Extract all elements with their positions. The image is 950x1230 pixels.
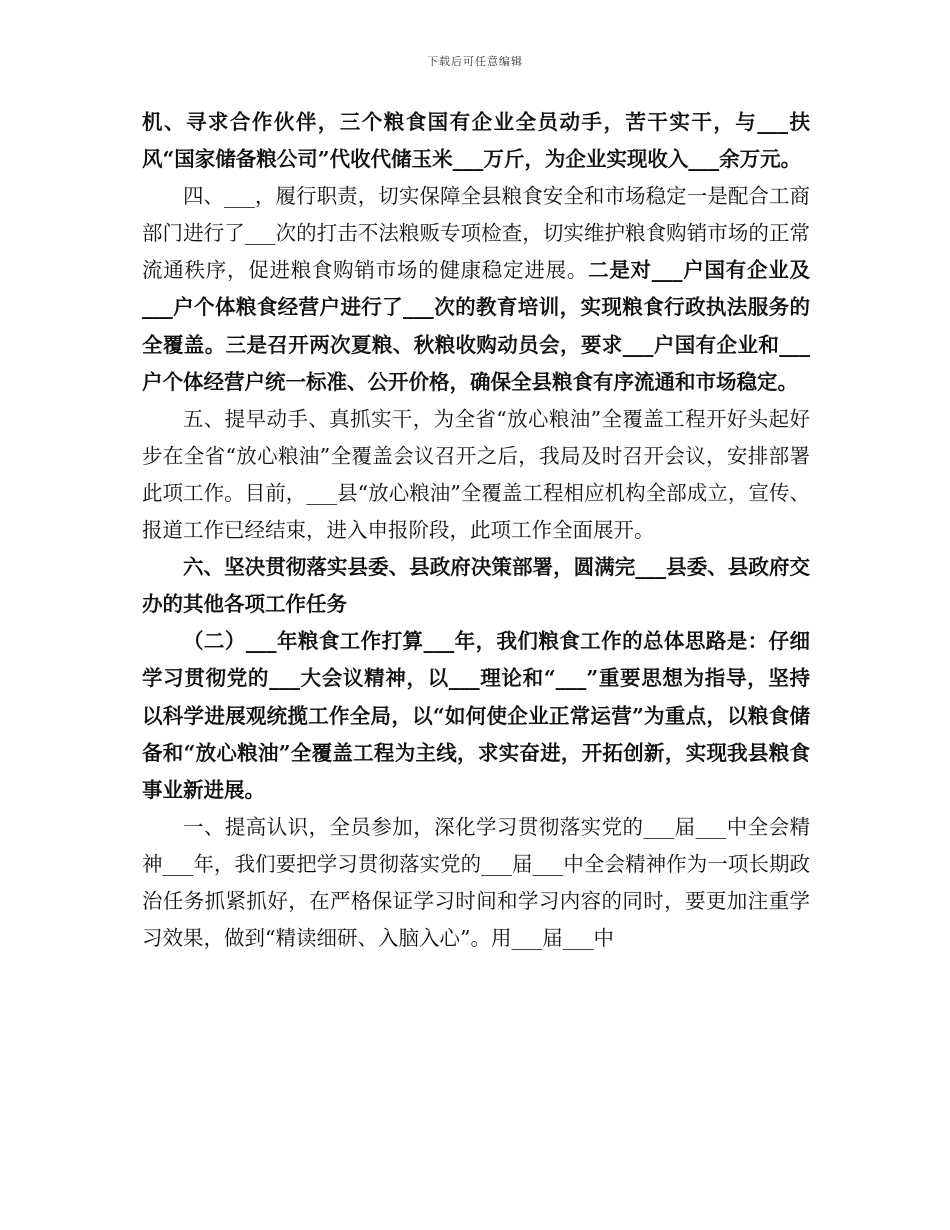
page-header-note: 下载后可任意编辑 (427, 55, 523, 68)
paragraph-continuation: 机、寻求合作伙伴，三个粮食国有企业全员动手，苦干实干，与___扶风“国家储备粮公司”代收代储玉米___万斤，为企业实现收入___余万元。 (142, 110, 810, 172)
paragraph-section-four-bold: 二是对___户国有企业及___户个体粮食经营户进行了___次的教育培训，实现粮食行政执法服务的全覆盖。三是召开两次夏粮、秋粮收购动员会，要求___户国有企业和___户个体经营户统一标准、公开价格，确保全县粮食有序流通和市场稳定。 (142, 258, 811, 394)
paragraph-section-six: 六、坚决贯彻落实县委、县政府决策部署，圆满完___县委、县政府交办的其他各项工作任务 (142, 555, 810, 617)
document-body (142, 104, 810, 957)
paragraph-plan-item-one: 一、提高认识，全员参加，深化学习贯彻落实党的___届___中全会精神___年，我们要把学习贯彻落实党的___届___中全会精神作为一项长期政治任务抓紧抓好，在严格保证学习时间和学习内容的同时，要更加注重学习效果，做到“精读细研、入脑入心”。用___届___中 (142, 814, 810, 951)
paragraph-section-four-normal: 四、___，履行职责，切实保障全县粮食安全和市场稳定一是配合工商部门进行了___次的打击不法粮贩专项检查，切实维护粮食购销市场的正常流通秩序，促进粮食购销市场的健康稳定进展。 (142, 184, 810, 283)
paragraph-work-plan: （二）___年粮食工作打算___年，我们粮食工作的总体思路是：仔细学习贯彻党的___大会议精神，以___理论和“___”重要思想为指导，坚持以科学进展观统揽工作全局，以“如何使企业正常运营”为重点，以粮食储备和“放心粮油”全覆盖工程为主线，求实奋进，开拓创新，实现我县粮食事业新进展。 (142, 629, 810, 802)
paragraph-section-five: 五、提早动手、真抓实干，为全省“放心粮油”全覆盖工程开好头起好步在全省“放心粮油”全覆盖会议召开之后，我局及时召开会议，安排部署此项工作。目前，___县“放心粮油”全覆盖工程相应机构全部成立，宣传、报道工作已经结束，进入申报阶段，此项工作全面展开。 (142, 406, 810, 543)
paragraph-section-four (142, 178, 810, 401)
